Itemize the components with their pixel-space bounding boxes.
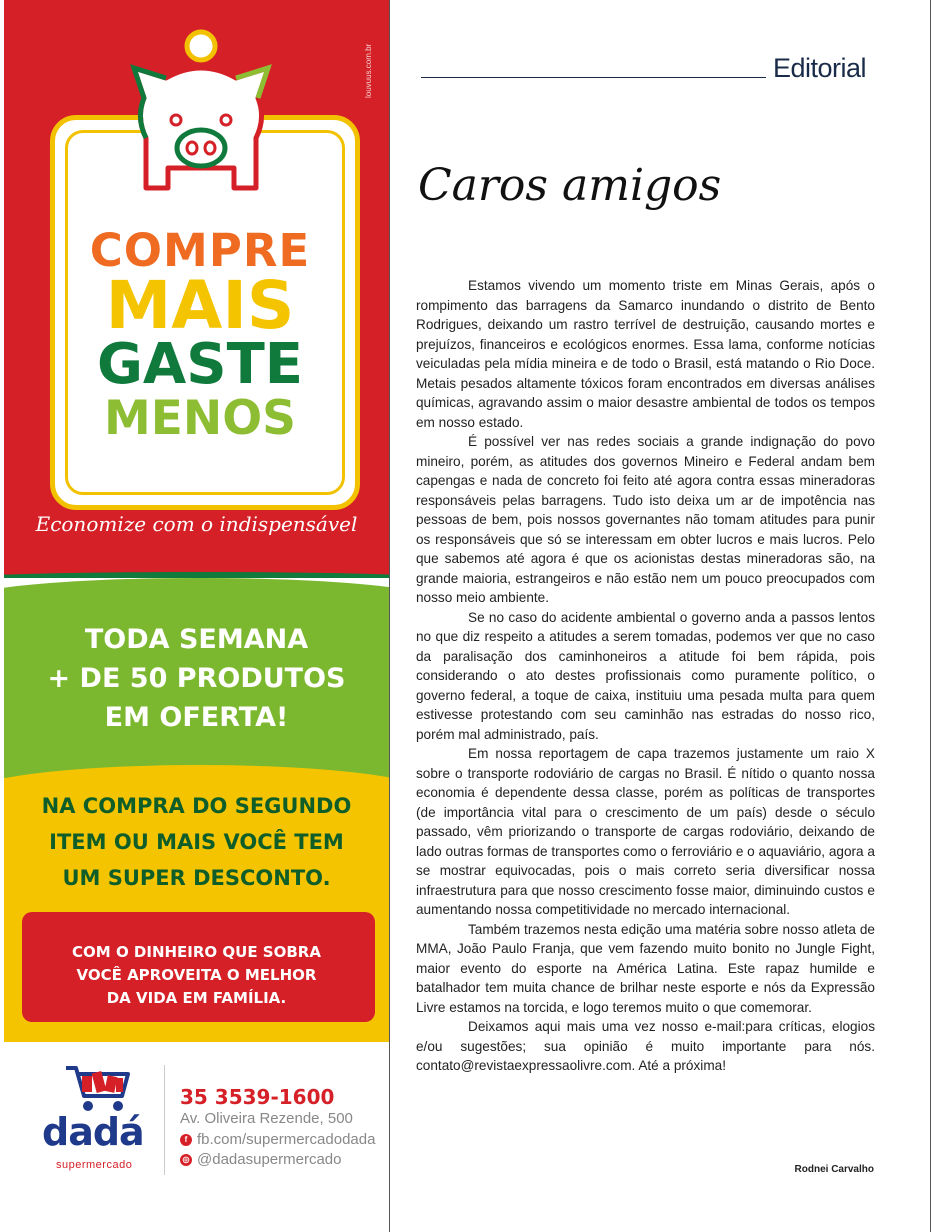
article-body [416, 276, 875, 1076]
ad-credit: louvuus.com.br [364, 43, 373, 98]
headline-mais: MAIS [105, 267, 295, 344]
ad-slogan: Economize com o indispensável [35, 512, 358, 536]
paragraph: Se no caso do acidente ambiental o governo anda a passos lentos no que diz respeito a atitudes a serem tomadas, podemos ver que no caso da paralisação dos caminhoneiros a atitude foi bem rápida, pois considerando o ato destes profissionais como puramente político, o governo federal, a toque de caixa, instituiu uma pesada multa para quem estivesse protestando com seu caminhão nas estradas do nosso rico, porém mal administrado, país. [416, 609, 875, 742]
instagram-line [180, 1151, 341, 1168]
instagram-icon: ◎ [180, 1154, 192, 1166]
brand-logo: dadá [42, 1110, 144, 1154]
section-title: Editorial [773, 53, 867, 83]
headline-gaste: GASTE [96, 332, 304, 397]
instagram-handle: @dadasupermercado [197, 1151, 342, 1168]
facebook-link: fb.com/supermercadodada [197, 1131, 376, 1148]
author-signature: Rodnei Carvalho [794, 1164, 874, 1175]
paragraph: Em nossa reportagem de capa trazemos justamente um raio X sobre o transporte rodoviário de cargas no Brasil. É nítido o quanto nossa economia é dependente dessa classe, porém as políticas de transportes (de importância vital para o crescimento de um país) desde o século passado, vêm priorizando o transporte de cargas rodoviário, deixando de lado outras formas de transportes como o ferroviário e o aquaviário, agora a se mostrar equivocadas, pois o mais correto seria diversificar nossa infraestrutura para que nosso crescimento fosse maior, diminuindo custos e aumentando nossa competitividade no mercado internacional. [416, 746, 875, 917]
facebook-line [180, 1131, 375, 1148]
supermarket-ad [4, 0, 389, 1232]
paragraph: Estamos vivendo um momento triste em Minas Gerais, após o rompimento das barragens da Samarco inundando o distrito de Bento Rodrigues, deixando um rastro terrível de destruição, causando mortes e prejuízos, financeiros e ecológicos enormes. Essa lama, conforme notícias veiculadas pela mídia mineira e de todo o Brasil, está matando o Rio Doce. Metais pesados altamente tóxicos foram encontrados em diversas análises químicas, agravando assim o maior desastre ambiental de todos os tempos em nosso estado. [416, 278, 875, 430]
article-title: Caros amigos [418, 160, 722, 211]
discount-text: NA COMPRA DO SEGUNDO ITEM OU MAIS VOCÊ TEM UM SUPER DESCONTO. [41, 794, 352, 890]
paragraph: Também trazemos nesta edição uma matéria sobre nosso atleta de MMA, João Paulo Franja, que vem fazendo muito bonito no Jungle Fight, maior evento do esporte na América Latina. Este rapaz humilde e batalhador tem muita chance de brilhar neste esporte e nós da Expressão Livre estamos na torcida, e logo teremos muito o que comemorar. [416, 921, 875, 1015]
ad-headline [50, 224, 350, 446]
paragraph: Deixamos aqui mais uma vez nosso e-mail:para críticas, elogios e/ou sugestões; sua opinião é muito importante para nós. contato@revistaexpressaolivre.com. Até a próxima! [416, 1019, 875, 1073]
family-text: COM O DINHEIRO QUE SOBRA VOCÊ APROVEITA O MELHOR DA VIDA EM FAMÍLIA. [72, 943, 321, 1007]
brand-subtitle: supermercado [56, 1159, 133, 1171]
weekly-offer: TODA SEMANA + DE 50 PRODUTOS EM OFERTA! [47, 624, 346, 733]
piggy-bank-icon [126, 18, 276, 208]
section-rule [421, 77, 766, 78]
headline-menos: MENOS [103, 391, 297, 446]
facebook-icon: f [180, 1134, 192, 1146]
phone-number: 35 3539-1600 [180, 1085, 335, 1109]
shopping-cart-icon [64, 1062, 134, 1114]
address: Av. Oliveira Rezende, 500 [180, 1110, 353, 1127]
paragraph: É possível ver nas redes sociais a grande indignação do povo mineiro, porém, as atitudes dos governos Mineiro e Federal andam bem capengas e nada de concreto foi feito até agora contra essas mineradoras responsáveis pelas barragens. Tudo isto deixa um ar de impotência nas pessoas de bem, pois nossos governantes não tomam atitudes para punir os responsáveis que só se interessam em obter lucros e mais lucros. Pelo que sabemos até agora é que os acionistas destas mineradoras são, na grande maioria, estrangeiros e não estão nem um pouco preocupados com nosso meio ambiente. [416, 434, 875, 605]
headline-compre: COMPRE [89, 224, 311, 277]
